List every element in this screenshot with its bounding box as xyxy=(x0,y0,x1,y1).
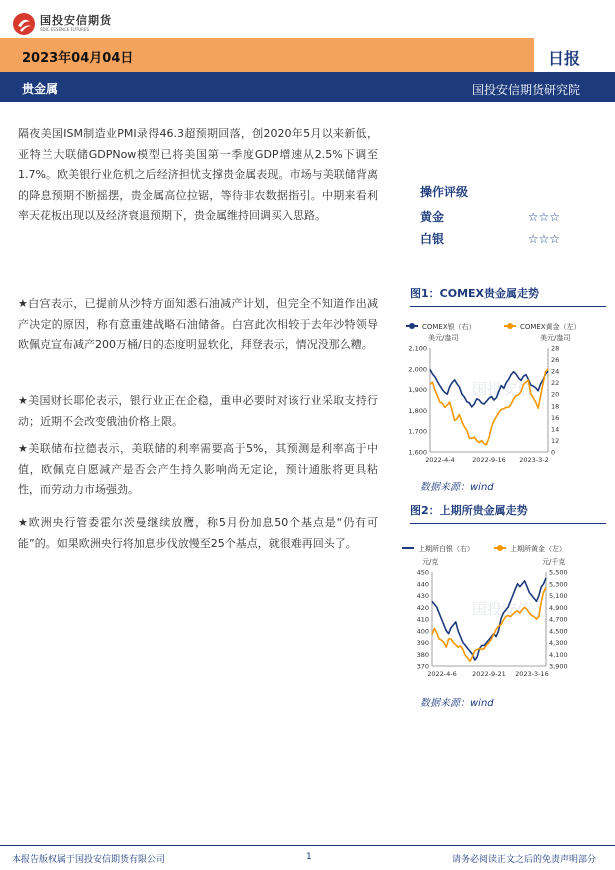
comex-chart xyxy=(398,314,608,472)
y-right-tick-label: 22 xyxy=(551,379,560,388)
y-right-tick-label: 14 xyxy=(551,425,560,434)
y-left-label: 美元/盎司 xyxy=(428,334,459,342)
x-tick-label: 2022-4-4 xyxy=(425,456,455,464)
legend-marker xyxy=(409,323,415,329)
y-right-tick-label: 3,900 xyxy=(549,662,568,671)
y-right-tick-label: 4,700 xyxy=(549,615,568,624)
chart-watermark: 国投安信 xyxy=(471,380,533,398)
figure-1-title: 图1：COMEX贵金属走势 xyxy=(410,285,606,307)
y-left-tick-label: 420 xyxy=(416,603,429,612)
chart-watermark: 国投安信 xyxy=(471,600,533,618)
y-right-tick-label: 5,300 xyxy=(549,580,568,589)
x-tick-label: 2022-4-6 xyxy=(427,670,457,678)
y-left-tick-label: 1,900 xyxy=(408,386,427,395)
y-right-tick-label: 4,300 xyxy=(549,639,568,647)
y-right-tick-label: 5,500 xyxy=(549,568,568,577)
footer-disclaimer: 请务必阅读正文之后的免责声明部分 xyxy=(452,855,597,865)
y-right-tick-label: 4,100 xyxy=(549,650,568,659)
logo-name-en: SDIC ESSENCE FUTURES xyxy=(40,27,90,32)
y-right-label: 美元/盎司 xyxy=(540,334,571,342)
figure-1-source: 数据来源：wind xyxy=(420,482,494,493)
rating-row-silver xyxy=(420,228,560,250)
page-number: 1 xyxy=(306,852,312,862)
y-left-tick-label: 370 xyxy=(416,662,429,671)
news-paragraph-1: ★白宫表示，已提前从沙特方面知悉石油减产计划，但完全不知道作出减产决定的原因，称有意重建战略石油储备。白宫此次相较于去年沙特领导欧佩克宣布减产200万桶/日的态度明显软化，拜登表示，情况没那么糟。 xyxy=(18,297,378,351)
rating-title: 操作评级 xyxy=(420,185,469,199)
legend-label-silver: COMEX银（右） xyxy=(422,323,476,331)
legend-label-silver: 上期所白银（右） xyxy=(418,545,474,553)
y-left-tick-label: 1,600 xyxy=(408,448,427,457)
x-tick-label: 2022-9-21 xyxy=(472,670,506,678)
news-paragraph-3: ★美联储布拉德表示，美联储的利率需要高于5%，其预测是利率高于中值，欧佩克自愿减产是否会产生持久影响尚无定论，预计通胀将更具粘性，而劳动力市场强劲。 xyxy=(18,442,378,496)
y-left-tick-label: 450 xyxy=(416,568,429,577)
org-name: 国投安信期货研究院 xyxy=(472,83,581,97)
section-title: 贵金属 xyxy=(22,82,59,96)
y-right-tick-label: 4,900 xyxy=(549,603,568,612)
x-tick-label: 2022-9-16 xyxy=(472,456,506,464)
y-left-tick-label: 2,100 xyxy=(408,344,427,353)
rating-name: 黄金 xyxy=(420,210,445,224)
legend-label-gold: COMEX黄金（左） xyxy=(520,323,581,331)
y-left-tick-label: 400 xyxy=(416,627,429,636)
news-paragraph-2: ★美国财长耶伦表示，银行业正在企稳，重申必要时对该行业采取支持行动；近期不会改变俄油价格上限。 xyxy=(18,394,378,428)
rating-box xyxy=(420,183,560,250)
y-right-tick-label: 28 xyxy=(551,344,560,353)
y-right-tick-label: 5,100 xyxy=(549,592,568,600)
y-right-tick-label: 18 xyxy=(551,402,560,411)
y-right-tick-label: 26 xyxy=(551,356,560,365)
footer-divider xyxy=(0,845,615,846)
y-left-tick-label: 380 xyxy=(416,650,429,659)
summary-paragraph: 隔夜美国ISM制造业PMI录得46.3超预期回落，创2020年5月以来新低，亚特兰大联储GDPNow模型已将美国第一季度GDP增速从2.5%下调至1.7%。欧美银行业危机之后经济担忧支撑贵金属表现。市场与美联储背离的降息预期不断摇摆，贵金属高位拉锯，等待非农数据指引。中期来看利率天花板出现以及经济衰退预期下，贵金属维持回调买入思路。 xyxy=(18,127,378,222)
series-line-silver xyxy=(432,578,546,660)
legend-label-gold: 上期所黄金（左） xyxy=(510,545,566,553)
y-left-label: 元/克 xyxy=(422,558,439,566)
news-paragraph-4: ★欧洲央行管委霍尔茨曼继续放鹰，称5月份加息50个基点是“仍有可能”的。如果欧洲央行将加息步伐放慢至25个基点，就很难再回头了。 xyxy=(18,516,378,550)
rating-name: 白银 xyxy=(420,232,445,246)
y-left-tick-label: 410 xyxy=(416,615,429,624)
y-right-label: 元/千克 xyxy=(542,558,566,566)
report-date: 2023年04月04日 xyxy=(22,51,134,66)
legend-marker xyxy=(507,323,513,329)
legend-marker xyxy=(497,545,503,551)
y-right-tick-label: 12 xyxy=(551,436,560,445)
footer-copyright: 本报告版权属于国投安信期货有限公司 xyxy=(12,855,166,865)
figure-2-title: 图2：上期所贵金属走势 xyxy=(410,502,606,524)
y-left-tick-label: 1,800 xyxy=(408,406,427,415)
y-left-tick-label: 1,700 xyxy=(408,427,427,436)
logo-icon xyxy=(12,12,36,36)
star-icon: ☆☆☆ xyxy=(527,210,560,224)
y-left-tick-label: 390 xyxy=(416,639,429,647)
y-right-tick-label: 4,500 xyxy=(549,627,568,636)
y-left-tick-label: 440 xyxy=(416,580,429,589)
shfe-chart xyxy=(398,534,608,686)
y-right-tick-label: 0 xyxy=(551,448,556,457)
figure-2-source: 数据来源：wind xyxy=(420,698,494,709)
star-icon: ☆☆☆ xyxy=(527,232,560,246)
y-left-tick-label: 430 xyxy=(416,592,429,600)
y-left-tick-label: 2,000 xyxy=(408,365,427,374)
logo-name: 国投安信期货 xyxy=(40,14,112,27)
y-right-tick-label: 20 xyxy=(551,390,560,399)
series-line-gold xyxy=(432,587,546,661)
company-logo xyxy=(12,12,112,36)
y-right-tick-label: 16 xyxy=(551,413,560,422)
x-tick-label: 2023-3-2 xyxy=(519,456,549,464)
y-right-tick-label: 24 xyxy=(551,367,560,376)
report-type: 日报 xyxy=(548,49,581,68)
x-tick-label: 2023-3-16 xyxy=(515,670,549,678)
rating-row-gold xyxy=(420,206,560,228)
